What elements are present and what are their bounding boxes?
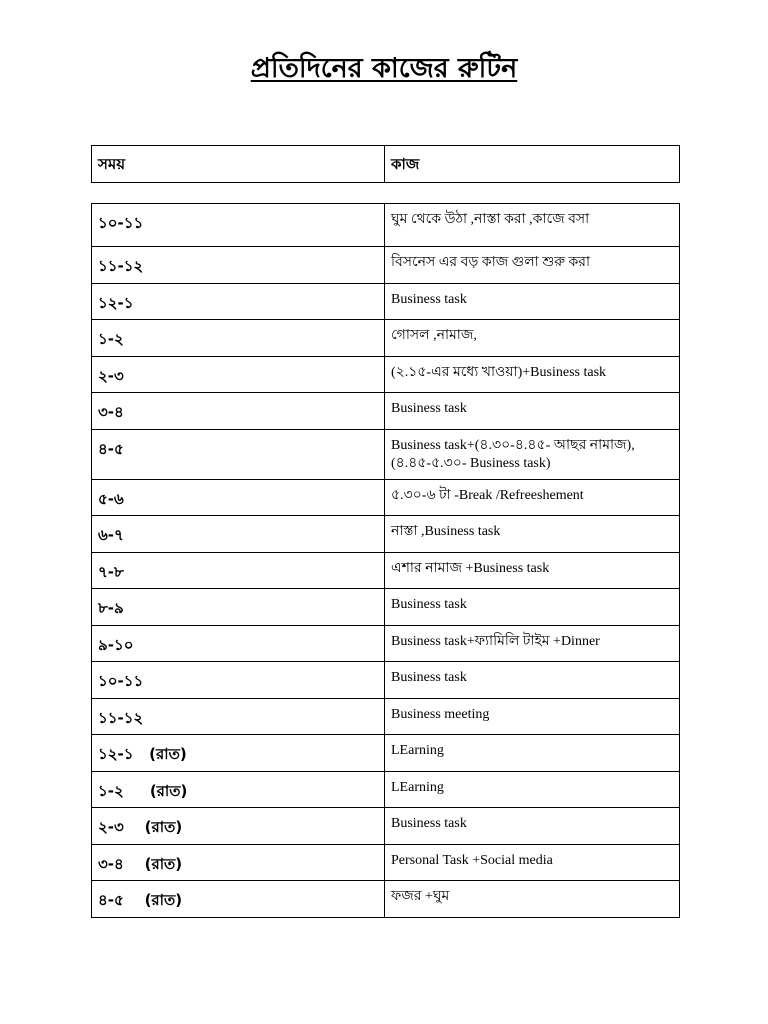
time-cell: ৯-১০ bbox=[92, 625, 385, 662]
time-cell: ১১-১২ bbox=[92, 247, 385, 284]
time-cell: ৮-৯ bbox=[92, 589, 385, 626]
task-cell: Business task bbox=[385, 589, 680, 626]
task-cell: Business task bbox=[385, 393, 680, 430]
table-row bbox=[92, 283, 680, 320]
table-row bbox=[92, 393, 680, 430]
time-cell: ১০-১১ bbox=[92, 662, 385, 699]
table-row bbox=[92, 698, 680, 735]
table-row bbox=[92, 204, 680, 247]
table-row bbox=[92, 808, 680, 845]
table-row bbox=[92, 429, 680, 479]
time-cell: ৬-৭ bbox=[92, 516, 385, 553]
page-title bbox=[0, 52, 768, 86]
task-cell: ৫.৩০-৬ টা -Break /Refreeshement bbox=[385, 479, 680, 516]
task-cell: Business task bbox=[385, 662, 680, 699]
task-cell: Business task bbox=[385, 808, 680, 845]
task-cell: এশার নামাজ +Business task bbox=[385, 552, 680, 589]
header-time: সময় bbox=[92, 146, 385, 183]
header-row bbox=[92, 146, 680, 183]
table-row bbox=[92, 589, 680, 626]
header-task: কাজ bbox=[385, 146, 680, 183]
time-cell: ১-২ (রাত) bbox=[92, 771, 385, 808]
table-row bbox=[92, 516, 680, 553]
time-cell: ১১-১২ bbox=[92, 698, 385, 735]
table-row bbox=[92, 625, 680, 662]
time-cell: ৪-৫ bbox=[92, 429, 385, 479]
time-cell: ১২-১ (রাত) bbox=[92, 735, 385, 772]
table-row bbox=[92, 320, 680, 357]
table-row bbox=[92, 844, 680, 881]
task-cell: বিসনেস এর বড় কাজ গুলা শুরু করা bbox=[385, 247, 680, 284]
time-cell: ৩-৪ bbox=[92, 393, 385, 430]
task-cell: ঘুম থেকে উঠা ,নাস্তা করা ,কাজে বসা bbox=[385, 204, 680, 247]
time-cell: ৪-৫ (রাত) bbox=[92, 881, 385, 918]
task-cell: নাস্তা ,Business task bbox=[385, 516, 680, 553]
table-row bbox=[92, 771, 680, 808]
task-cell: Personal Task +Social media bbox=[385, 844, 680, 881]
table-row bbox=[92, 247, 680, 284]
time-cell: ২-৩ bbox=[92, 356, 385, 393]
task-cell: ফজর +ঘুম bbox=[385, 881, 680, 918]
routine-table-header bbox=[91, 145, 680, 183]
time-cell: ৩-৪ (রাত) bbox=[92, 844, 385, 881]
time-cell: ১০-১১ bbox=[92, 204, 385, 247]
table-row bbox=[92, 735, 680, 772]
time-cell: ৫-৬ bbox=[92, 479, 385, 516]
table-row bbox=[92, 479, 680, 516]
task-cell: LEarning bbox=[385, 735, 680, 772]
table-row bbox=[92, 662, 680, 699]
time-cell: ২-৩ (রাত) bbox=[92, 808, 385, 845]
time-cell: ৭-৮ bbox=[92, 552, 385, 589]
task-cell: Business task bbox=[385, 283, 680, 320]
task-cell: গোসল ,নামাজ, bbox=[385, 320, 680, 357]
table-row bbox=[92, 881, 680, 918]
routine-table bbox=[91, 203, 680, 918]
time-cell: ১২-১ bbox=[92, 283, 385, 320]
table-row bbox=[92, 552, 680, 589]
time-cell: ১-২ bbox=[92, 320, 385, 357]
task-cell: Business meeting bbox=[385, 698, 680, 735]
table-row bbox=[92, 356, 680, 393]
task-cell: LEarning bbox=[385, 771, 680, 808]
task-cell: Business task+(৪.৩০-৪.৪৫- আছর নামাজ),(৪.৪৫-৫.৩০- Business task) bbox=[385, 429, 680, 479]
page-title-text: প্রতিদিনের কাজের রুটিন bbox=[250, 53, 518, 84]
task-cell: (২.১৫-এর মধ্যে খাওয়া)+Business task bbox=[385, 356, 680, 393]
task-cell: Business task+ফ্যামিলি টাইম +Dinner bbox=[385, 625, 680, 662]
